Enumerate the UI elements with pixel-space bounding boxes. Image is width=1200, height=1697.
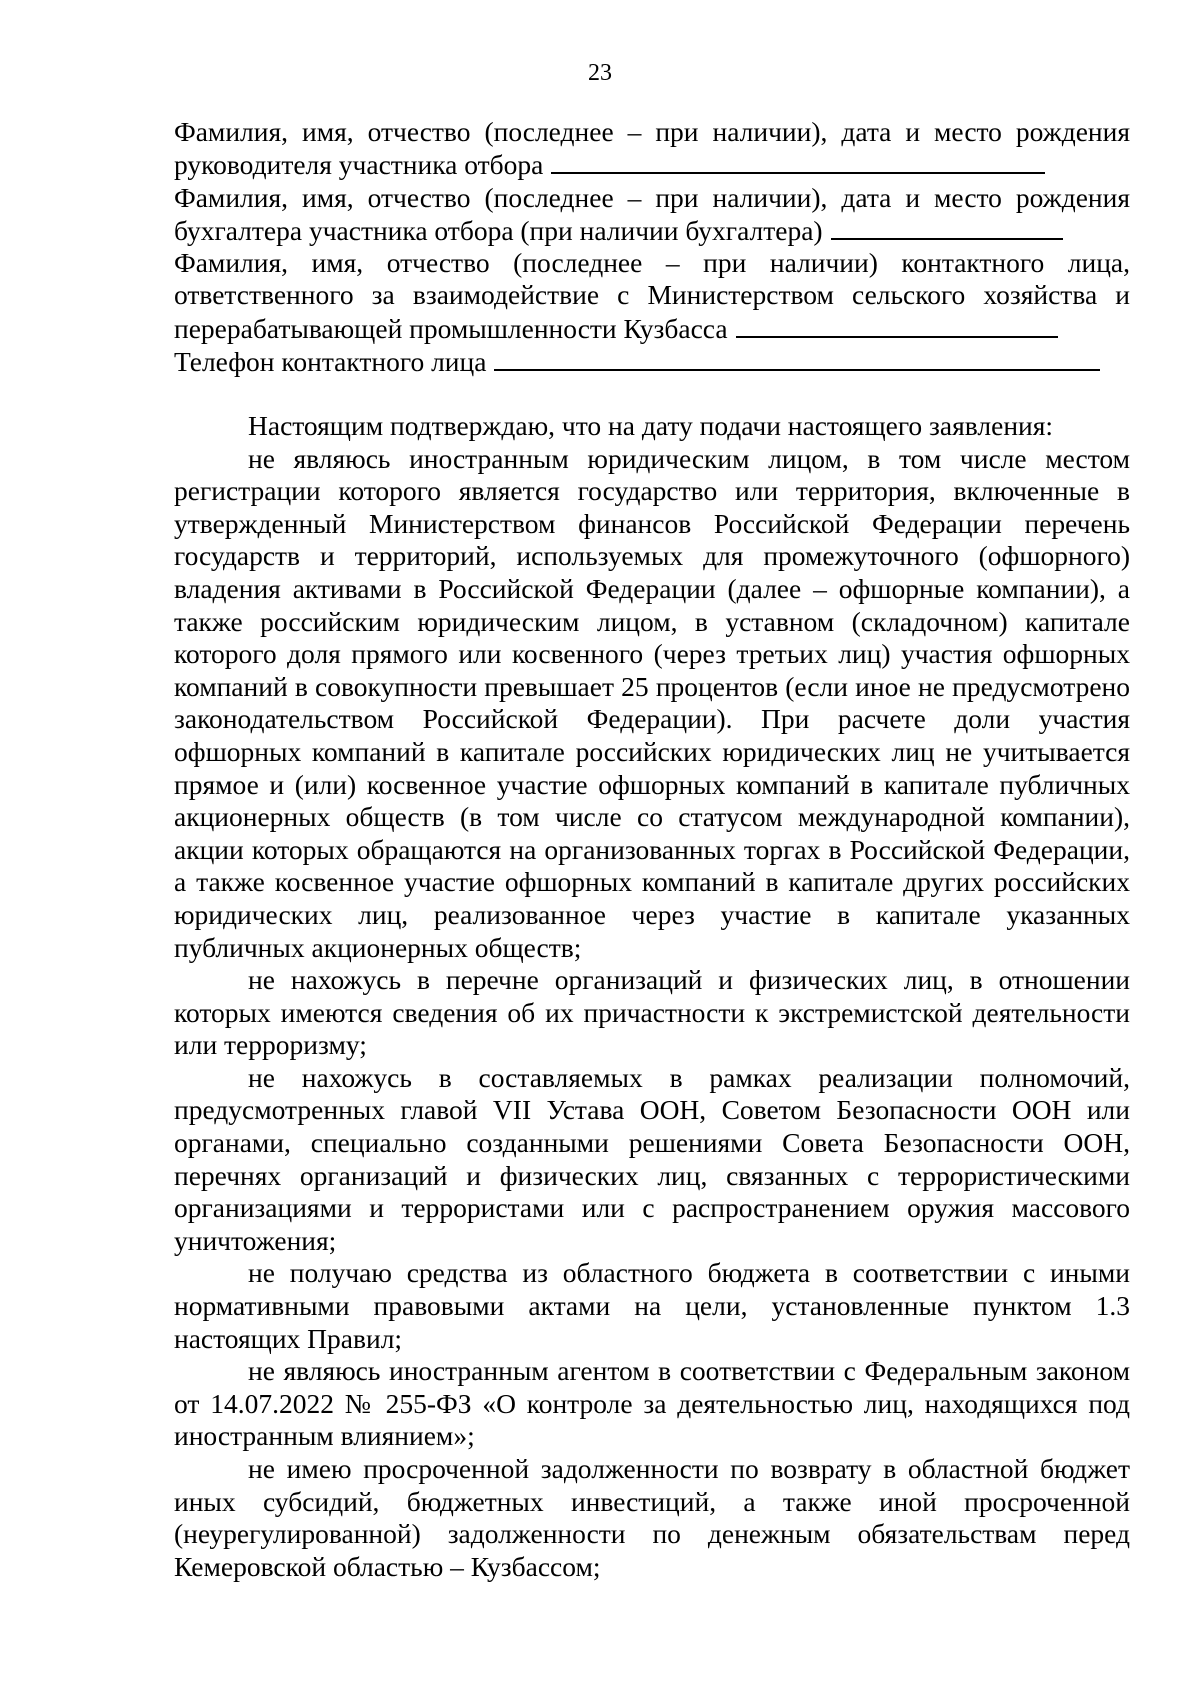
confirmation-section bbox=[174, 410, 1130, 1583]
statement-foreign-agent: не являюсь иностранным агентом в соответствии с Федеральным законом от 14.07.2022 № 255-ФЗ «О контроле за деятельностью лиц, находящихся под иностранным влиянием»; bbox=[174, 1355, 1130, 1452]
statement-extremism: не нахожусь в перечне организаций и физических лиц, в отношении которых имеются сведения об их причастности к экстремистской деятельности или терроризму; bbox=[174, 964, 1130, 1061]
applicant-fields bbox=[174, 116, 1130, 378]
accountant-field-blank[interactable] bbox=[831, 214, 1063, 240]
head-field-label-line-2: руководителя участника отбора bbox=[174, 149, 544, 181]
statement-no-other-funds: не получаю средства из областного бюджета в соответствии с иными нормативными правовыми актами на цели, установленные пунктом 1.3 настоящих Правил; bbox=[174, 1257, 1130, 1354]
statement-offshore: не являюсь иностранным юридическим лицом, в том числе местом регистрации которого является государство или территория, включенные в утвержденный Министерством финансов Российской Федерации перечень государств и территорий, используемых для промежуточного (офшорного) владения активами в Российской Федерации (далее – офшорные компании), а также российским юридическим лицом, в уставном (складочном) капитале которого доля прямого или косвенного (через третьих лиц) участия офшорных компаний в совокупности превышает 25 процентов (если иное не предусмотрено законодательством Российской Федерации). При расчете доли участия офшорных компаний в капитале российских юридических лиц не учитывается прямое и (или) косвенное участие офшорных компаний в капитале публичных акционерных обществ (в том числе со статусом международной компании), акции которых обращаются на организованных торгах в Российской Федерации, а также косвенное участие офшорных компаний в капитале других российских юридических лиц, реализованное через участие в капитале указанных публичных акционерных обществ; bbox=[174, 442, 1130, 963]
phone-field-row bbox=[174, 345, 1130, 378]
contact-field-label-line-3: перерабатывающей промышленности Кузбасса bbox=[174, 312, 728, 344]
head-field-label-line-1: Фамилия, имя, отчество (последнее – при наличии), дата и место рождения bbox=[174, 116, 1130, 147]
statement-un-lists: не нахожусь в составляемых в рамках реализации полномочий, предусмотренных главой VII Устава ООН, Советом Безопасности ООН или органами, специально созданными решениями Совета Безопасности ООН, перечнях организаций и физических лиц, связанных с террористическими организациями и террористами или с распространением оружия массового уничтожения; bbox=[174, 1061, 1130, 1256]
contact-field-blank[interactable] bbox=[736, 312, 1058, 338]
page-number: 23 bbox=[588, 60, 612, 86]
contact-field-label-line-1: Фамилия, имя, отчество (последнее – при наличии) контактного лица, bbox=[174, 247, 1130, 279]
contact-field-row bbox=[174, 312, 1130, 345]
phone-field-blank[interactable] bbox=[494, 345, 1100, 371]
accountant-field-row bbox=[174, 214, 1130, 247]
head-field-row bbox=[174, 148, 1130, 181]
phone-field-label: Телефон контактного лица bbox=[174, 346, 487, 378]
accountant-field-label-line-2: бухгалтера участника отбора (при наличии бухгалтера) bbox=[174, 214, 823, 246]
statement-no-overdue-debt: не имею просроченной задолженности по возврату в областной бюджет иных субсидий, бюджетных инвестиций, а также иной просроченной (неурегулированной) задолженности по денежным обязательствам перед Кемеровской областью – Кузбассом; bbox=[174, 1453, 1130, 1582]
accountant-field-label-line-1: Фамилия, имя, отчество (последнее – при наличии), дата и место рождения bbox=[174, 181, 1130, 213]
confirmation-intro: Настоящим подтверждаю, что на дату подачи настоящего заявления: bbox=[248, 410, 1054, 441]
head-field-blank[interactable] bbox=[551, 148, 1045, 174]
contact-field-label-line-2: ответственного за взаимодействие с Министерством сельского хозяйства и bbox=[174, 279, 1130, 311]
